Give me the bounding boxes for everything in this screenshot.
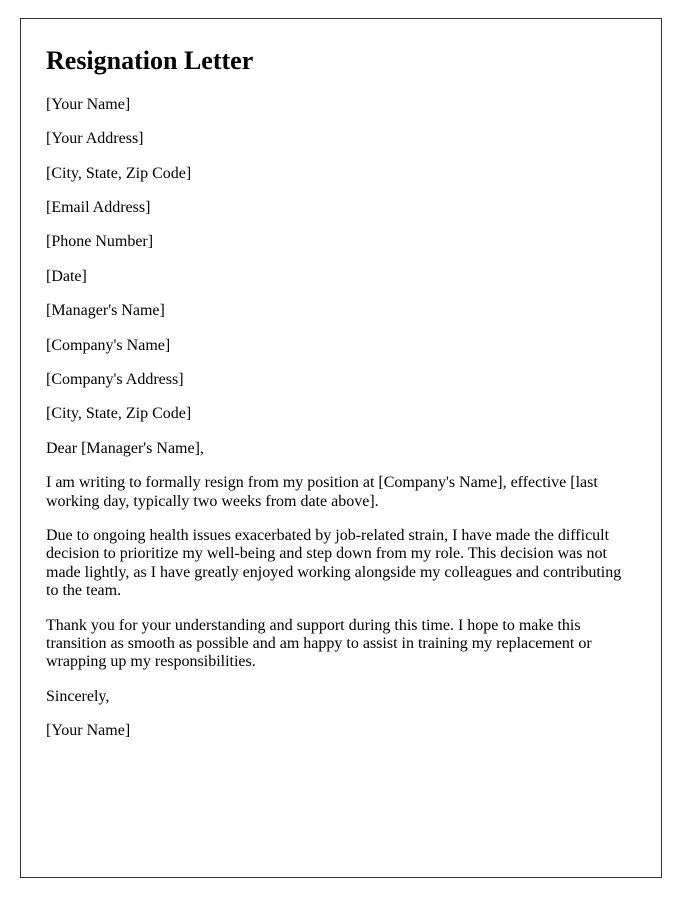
sender-email-line: [Email Address] xyxy=(46,199,151,217)
recipient-manager-name-line: [Manager's Name] xyxy=(46,302,165,320)
sender-city-state-zip-line: [City, State, Zip Code] xyxy=(46,164,192,182)
body-paragraph-2: Due to ongoing health issues exacerbated by job-related strain, I have made the difficult decision to prioritize my well-being and step down from my role. This decision was not made lightly, as I have greatly enjoyed working alongside my colleagues and contributing to the team. xyxy=(46,526,622,600)
sender-address-line: [Your Address] xyxy=(46,130,144,148)
letter-page xyxy=(20,18,662,878)
body-paragraph-3: Thank you for your understanding and support during this time. I hope to make this transition as smooth as possible and am happy to assist in training my replacement or wrapping up my responsibilities. xyxy=(46,616,592,671)
recipient-company-name-line: [Company's Name] xyxy=(46,336,171,354)
signature-line: [Your Name] xyxy=(46,722,131,740)
recipient-city-state-zip-line: [City, State, Zip Code] xyxy=(46,405,192,423)
sender-phone-line: [Phone Number] xyxy=(46,233,154,251)
sender-name-line: [Your Name] xyxy=(46,95,131,113)
date-line: [Date] xyxy=(46,267,87,285)
body-paragraph-1: I am writing to formally resign from my position at [Company's Name], effective [last working day, typically two weeks from date above]. xyxy=(46,474,598,510)
recipient-company-address-line: [Company's Address] xyxy=(46,371,184,389)
closing-line: Sincerely, xyxy=(46,687,110,705)
salutation-line: Dear [Manager's Name], xyxy=(46,439,204,457)
letter-title: Resignation Letter xyxy=(46,46,254,75)
